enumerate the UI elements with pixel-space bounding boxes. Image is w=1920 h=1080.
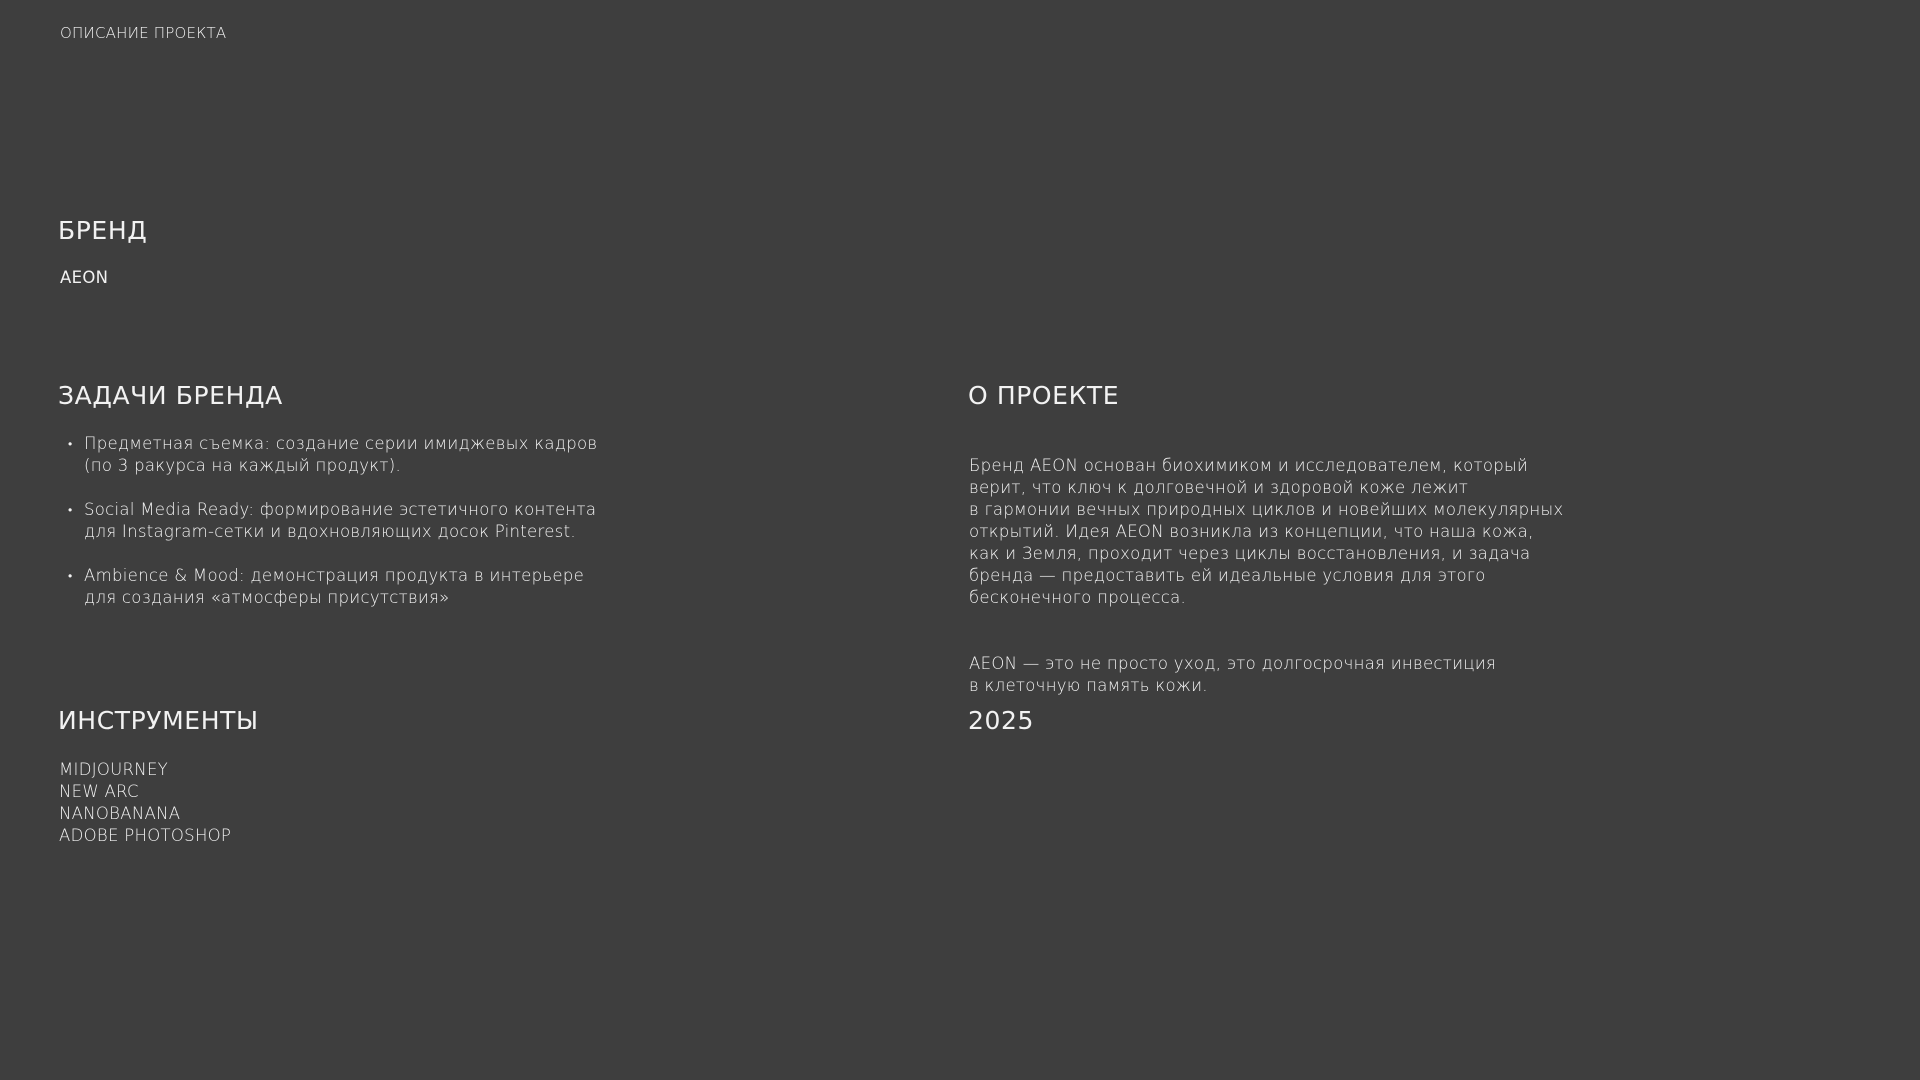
bullet-icon: • bbox=[68, 437, 73, 451]
bullet-icon: • bbox=[68, 503, 73, 517]
brand-value: AEON bbox=[60, 268, 109, 287]
brand-heading: БРЕНД bbox=[58, 216, 148, 245]
tool-item: NEW ARC bbox=[59, 782, 139, 801]
about-paragraph: Бренд AEON основан биохимиком и исследователем, который верит, что ключ к долговечной и здоровой коже лежит в гармонии вечных природных циклов и новейших молекулярных открытий. Идея AEON возникла из концепции, что наша кожа, как и Земля, проходит через циклы восстановления, и задача бренда — предоставить ей идеальные условия для этого бесконечного процесса. bbox=[969, 456, 1564, 607]
year-heading: 2025 bbox=[968, 706, 1035, 735]
about-paragraph: AEON — это не просто уход, это долгосрочная инвестиция в клеточную память кожи. bbox=[969, 654, 1497, 695]
about-text bbox=[969, 433, 1609, 741]
task-item bbox=[62, 565, 622, 609]
tool-item: ADOBE PHOTOSHOP bbox=[59, 826, 232, 845]
task-item-text: Предметная съемка: создание серии имиджевых кадров (по 3 ракурса на каждый продукт). bbox=[84, 434, 598, 475]
task-item bbox=[62, 499, 622, 543]
tools-list bbox=[59, 759, 231, 847]
bullet-icon: • bbox=[68, 569, 73, 583]
tool-item: MIDJOURNEY bbox=[59, 760, 169, 779]
tool-item: NANOBANANA bbox=[59, 804, 181, 823]
tasks-list bbox=[62, 433, 622, 631]
tasks-heading: ЗАДАЧИ БРЕНДА bbox=[58, 381, 283, 410]
task-item-text: Social Media Ready: формирование эстетичного контента для Instagram-сетки и вдохновляющих досок Pinterest. bbox=[84, 500, 597, 541]
tools-heading: ИНСТРУМЕНТЫ bbox=[58, 706, 259, 735]
about-heading: О ПРОЕКТЕ bbox=[968, 381, 1120, 410]
task-item-text: Ambience & Mood: демонстрация продукта в интерьере для создания «атмосферы присутствия» bbox=[84, 566, 585, 607]
page-label: ОПИСАНИЕ ПРОЕКТА bbox=[60, 24, 227, 42]
task-item bbox=[62, 433, 622, 477]
